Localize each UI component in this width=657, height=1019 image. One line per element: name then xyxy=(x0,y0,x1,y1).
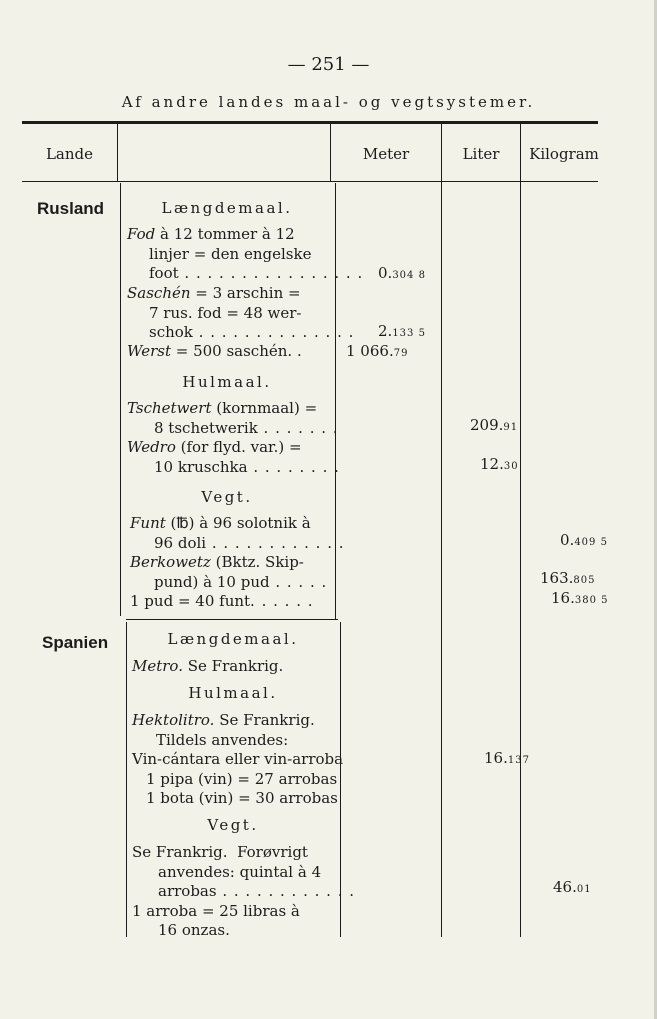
fod-line3: foot xyxy=(149,264,179,282)
saschen-line2: 7 rus. fod = 48 wer- xyxy=(149,303,302,322)
berkowetz-line2: pund) à 10 pud xyxy=(154,572,270,591)
pud-dots: . . . . . . xyxy=(250,592,314,610)
section-title-vegt: Vegt. xyxy=(207,816,259,834)
wedro-line2: 10 kruschka xyxy=(154,457,248,476)
column-divider-liter xyxy=(520,124,521,937)
value-quintal-kilogram: 46.01 xyxy=(553,878,592,896)
entry-metro xyxy=(132,657,283,677)
entry-tschetwert xyxy=(127,399,339,438)
hulmaal-line4: 1 bota (vin) = 30 arrobas xyxy=(146,789,338,807)
term-wedro: Wedro xyxy=(127,438,176,456)
value-vin-arroba-liter: 16.137 xyxy=(484,749,530,767)
header-bottom-rule xyxy=(22,181,598,182)
value-berkowetz-kilogram: 163.805 xyxy=(540,569,596,587)
fod-dots: . . . . . . . . . . . . . . . . xyxy=(178,264,364,282)
term-metro: Metro. xyxy=(132,657,183,675)
vegt-line4: 1 arroba = 25 libras à xyxy=(132,901,300,920)
vegt-line3: arrobas xyxy=(158,882,217,900)
wedro-dots: . . . . . . . . xyxy=(247,457,340,476)
saschen-line3: schok xyxy=(149,323,193,341)
fod-line2: linjer = den engelske xyxy=(149,244,312,263)
hulmaal-line1: Tildels anvendes: xyxy=(156,730,289,749)
term-saschen: Saschén xyxy=(127,284,191,302)
wedro-line1: (for flyd. var.) = xyxy=(175,438,302,456)
term-berkowetz: Berkowetz xyxy=(130,553,211,571)
section-title-laengdemaal: Længdemaal. xyxy=(161,199,293,217)
column-header-lande: Lande xyxy=(45,145,94,163)
entry-fod xyxy=(127,225,363,284)
country-rusland: Rusland xyxy=(37,199,105,218)
vegt-line5: 16 onzas. xyxy=(158,921,230,939)
column-header-meter: Meter xyxy=(362,145,410,163)
country-spanien: Spanien xyxy=(42,633,109,652)
vegt-dots: . . . . . . . . . . . . xyxy=(216,882,355,900)
column-divider-lande xyxy=(126,622,127,937)
tschetwert-line1: (kornmaal) = xyxy=(211,399,318,417)
section-divider-rule xyxy=(126,619,338,620)
term-funt: Funt xyxy=(130,514,166,532)
hulmaal-line3: 1 pipa (vin) = 27 arrobas xyxy=(146,769,338,788)
pud-line1: 1 pud = 40 funt xyxy=(130,592,251,610)
term-werst: Werst xyxy=(127,342,171,360)
tschetwert-dots: . . . . . . . xyxy=(257,418,339,437)
entry-werst xyxy=(127,342,302,362)
funt-dots: . . . . . . . . . . . . xyxy=(206,533,345,552)
funt-line1: (℔) à 96 solotnik à xyxy=(165,514,311,532)
saschen-line1: = 3 arschin = xyxy=(190,284,301,302)
section-title-hulmaal: Hulmaal. xyxy=(188,684,278,702)
column-divider-meter xyxy=(441,124,442,937)
funt-line2: 96 doli xyxy=(154,533,207,552)
value-pud-kilogram: 16.380 5 xyxy=(551,589,609,607)
section-title-hulmaal: Hulmaal. xyxy=(182,373,272,391)
value-werst-meter: 1 066.79 xyxy=(346,342,409,360)
werst-line1: = 500 saschén. . xyxy=(170,342,302,360)
value-fod-meter: 0.304 8 xyxy=(378,264,426,282)
tschetwert-line2: 8 tschetwerik xyxy=(154,418,258,437)
vegt-line2: anvendes: quintal à 4 xyxy=(158,862,322,881)
value-wedro-liter: 12.30 xyxy=(480,455,519,473)
entry-spanien-vegt xyxy=(132,843,355,941)
hulmaal-line2: Vin-cántara eller vin-arroba xyxy=(132,750,344,768)
column-divider-lande xyxy=(117,124,118,182)
entry-wedro xyxy=(127,438,340,477)
entry-pud xyxy=(130,592,314,612)
vegt-line1: Se Frankrig. Forøvrigt xyxy=(132,843,308,861)
column-header-kilogram: Kilogram xyxy=(529,145,599,163)
entry-berkowetz xyxy=(130,553,327,592)
page-number: — 251 — xyxy=(287,54,370,75)
value-funt-kilogram: 0.409 5 xyxy=(560,531,608,549)
section-title-laengdemaal: Længdemaal. xyxy=(167,630,299,648)
column-header-liter: Liter xyxy=(462,145,500,163)
berkowetz-dots: . . . . . xyxy=(269,572,328,591)
term-fod: Fod xyxy=(127,225,156,243)
hekto-ref: Se Frankrig. xyxy=(214,711,315,729)
entry-saschen xyxy=(127,284,354,343)
value-saschen-meter: 2.133 5 xyxy=(378,322,426,340)
saschen-dots: . . . . . . . . . . . . . . xyxy=(192,323,355,341)
metro-ref: Se Frankrig. xyxy=(182,657,284,675)
entry-funt xyxy=(130,514,345,553)
term-tschetwert: Tschetwert xyxy=(127,399,212,417)
table-top-rule xyxy=(22,121,598,124)
term-hektolitro: Hektolitro. xyxy=(132,711,215,729)
entry-hektolitro xyxy=(132,711,343,809)
page-heading: Af andre landes maal- og vegtsystemer. xyxy=(121,93,536,111)
berkowetz-line1: (Bktz. Skip- xyxy=(210,553,304,571)
section-title-vegt: Vegt. xyxy=(201,488,253,506)
column-divider-lande xyxy=(120,183,121,616)
fod-line1: à 12 tommer à 12 xyxy=(155,225,295,243)
value-tschetwert-liter: 209.91 xyxy=(470,416,519,434)
